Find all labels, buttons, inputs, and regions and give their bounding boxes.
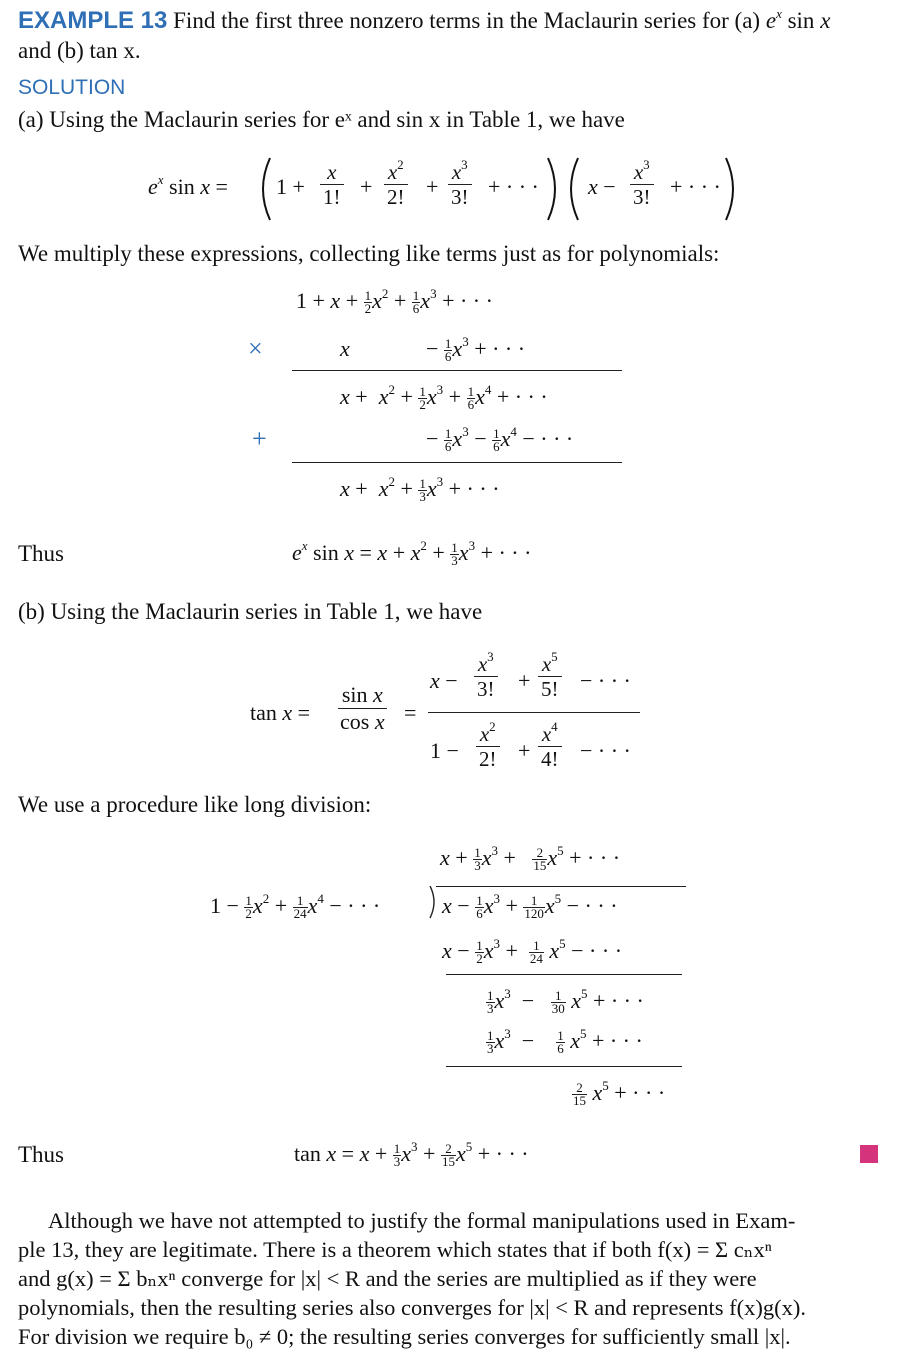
rule-4	[446, 1066, 682, 1067]
tan-fraction-bar	[428, 712, 640, 713]
dividend: x − $\frac{1}{6}$ $x^3$ + $\frac{1}{120}$ $x^5$ − · · ·	[442, 891, 618, 922]
plus-symbol: +	[252, 424, 267, 453]
result-b: tan x = x + $\frac{1}{3}$ $x^3$ + $\frac{2}{15}$ $x^5$ + · · ·	[294, 1139, 529, 1170]
thus-label-a: Thus	[18, 541, 64, 566]
result-a: $e^x$ $\sin x = x + x^2$ + $\frac{1}{3}$ $x^3$ + · · ·	[292, 538, 532, 569]
part-a-intro: (a) Using the Maclaurin series for eˣ and sin x in Table 1, we have	[18, 107, 625, 132]
quotient: x + $\frac{1}{3}$ $x^3$ + $\frac{2}{15}$ $x^5$ + · · ·	[440, 843, 621, 874]
solution-label: SOLUTION	[18, 76, 126, 99]
right-paren	[544, 156, 564, 222]
sin-over-cos: $\frac{\text{sin x}}{\text{cos x}}$	[340, 682, 385, 734]
tan-label: tan x =	[250, 700, 311, 725]
division-bar	[436, 886, 686, 887]
left-paren	[254, 156, 274, 222]
division-remainder: $\frac{2}{15}$ $x^5$ + · · ·	[573, 1078, 666, 1109]
mult-row-3: $x + x^2$ + $\frac{1}{2}$ $x^3$ + $\frac{1}{6}$ $x^4$ + · · ·	[340, 382, 548, 413]
rule-1	[292, 370, 622, 371]
mult-row-4: − $\frac{1}{6}$ $x^3$ − $\frac{1}{6}$ $x^4$ − · · ·	[426, 424, 574, 455]
times-symbol: ×	[248, 334, 263, 363]
mult-result: $x + x^2$ + $\frac{1}{3}$ $x^3$ + · · ·	[340, 474, 500, 505]
closing-paragraph	[18, 1206, 876, 1351]
example-prompt-line1: Find the first three nonzero terms in the Maclaurin series for (a) $e^x$ sin x	[173, 6, 831, 33]
closing-line-3: and g(x) = Σ bₙxⁿ converge for |x| < R and the series are multiplied as if they were	[18, 1266, 757, 1291]
division-step-1: x − $\frac{1}{2}$ $x^3$ + $\frac{1}{24}$ $x^5$ − · · ·	[442, 936, 623, 967]
example-prompt-line2: and (b) tan x.	[18, 38, 141, 63]
left-paren-2	[562, 156, 582, 222]
division-bracket	[428, 886, 440, 920]
mult-row-2-rest: − $\frac{1}{6}$ $x^3$ + · · ·	[426, 334, 526, 365]
right-paren-2	[722, 156, 742, 222]
end-of-example-mark	[860, 1145, 878, 1163]
rule-3	[446, 974, 682, 975]
thus-label-b: Thus	[18, 1142, 64, 1167]
division-step-3: $\frac{1}{3}$ $x^3$ − $\frac{1}{6}$ $x^5$ + · · ·	[487, 1026, 643, 1057]
mult-row-2-x: x	[340, 336, 350, 361]
example-label: EXAMPLE 13	[18, 7, 168, 34]
long-division-text: We use a procedure like long division:	[18, 792, 372, 817]
division-step-2: $\frac{1}{3}$ $x^3$ − $\frac{1}{30}$ $x^5$ + · · ·	[487, 986, 644, 1017]
example-heading	[18, 6, 898, 36]
closing-line-5: For division we require b₀ ≠ 0; the resulting series converges for sufficiently small |x|.	[18, 1324, 791, 1349]
multiply-text: We multiply these expressions, collecting like terms just as for polynomials:	[18, 241, 720, 266]
closing-line-2: ple 13, they are legitimate. There is a theorem which states that if both f(x) = Σ cₙxⁿ	[18, 1237, 772, 1262]
divisor: 1 − $\frac{1}{2}$ $x^2$ + $\frac{1}{24}$ $x^4$ − · · ·	[210, 891, 381, 922]
part-b-intro: (b) Using the Maclaurin series in Table 1, we have	[18, 599, 483, 624]
closing-line-1: Although we have not attempted to justify the formal manipulations used in Exam-	[48, 1208, 796, 1233]
rule-2	[292, 462, 622, 463]
mult-row-1: 1 + x + $\frac{1}{2}$ $x^2$ + $\frac{1}{6}$ $x^3$ + · · ·	[296, 286, 493, 317]
closing-line-4: polynomials, then the resulting series also converges for |x| < R and represents f(x)g(x).	[18, 1295, 806, 1320]
